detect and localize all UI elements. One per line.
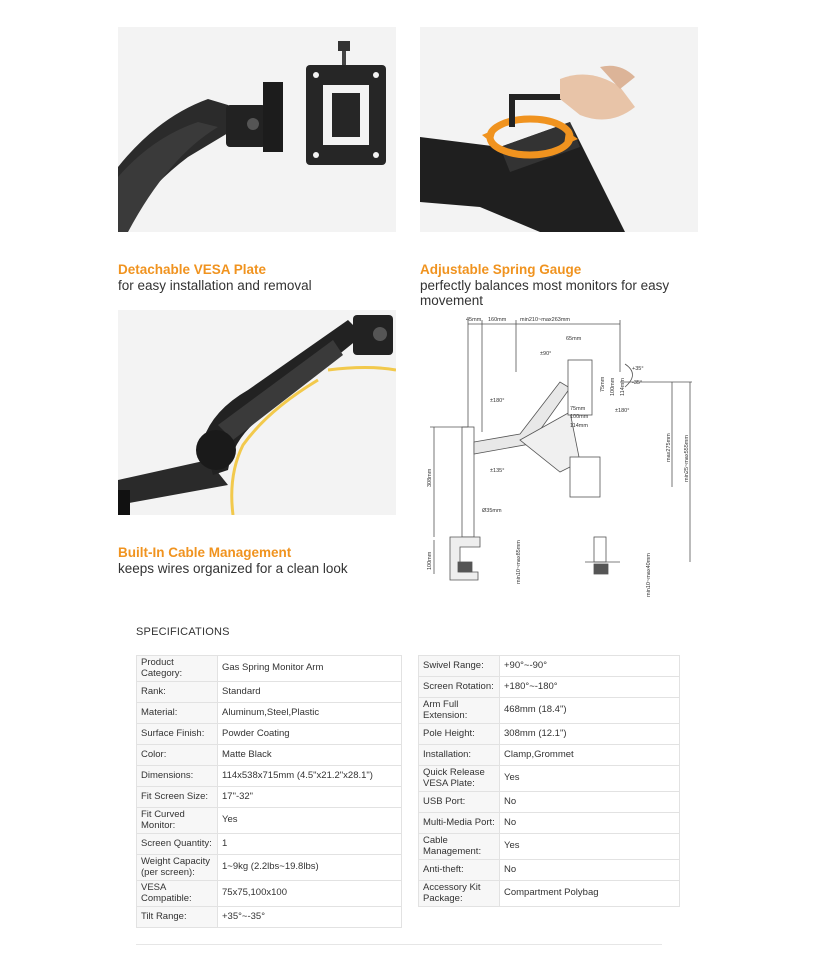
feature-vesa-plate — [118, 262, 408, 293]
feature-title: Detachable VESA Plate — [118, 262, 267, 277]
spec-row — [419, 656, 680, 677]
spec-label: Arm Full Extension: — [419, 698, 500, 724]
spec-table-right — [418, 655, 680, 907]
spec-row — [419, 881, 680, 907]
svg-text:65mm: 65mm — [566, 336, 582, 342]
svg-text:114mm: 114mm — [570, 423, 588, 429]
spec-value: Yes — [500, 766, 680, 792]
spec-label: Quick Release VESA Plate: — [419, 766, 500, 792]
divider — [136, 944, 662, 945]
spring-gauge-photo — [420, 27, 698, 232]
spec-row — [137, 766, 402, 787]
svg-text:Ø35mm: Ø35mm — [482, 508, 502, 514]
spec-label: Accessory Kit Package: — [419, 881, 500, 907]
svg-text:±180°: ±180° — [615, 408, 630, 414]
svg-text:75mm: 75mm — [570, 406, 586, 412]
svg-text:±90°: ±90° — [540, 351, 552, 357]
vesa-plate-photo — [118, 27, 396, 232]
svg-text:100mm: 100mm — [570, 414, 589, 420]
svg-text:100mm: 100mm — [427, 551, 433, 570]
spec-row — [137, 745, 402, 766]
feature-subtitle: perfectly balances most monitors for easy movement — [420, 278, 670, 308]
spec-row — [419, 834, 680, 860]
svg-text:114mm: 114mm — [620, 378, 626, 396]
dimension-diagram — [420, 312, 700, 604]
spec-value: +35°~-35° — [218, 907, 402, 928]
spec-value: Standard — [218, 682, 402, 703]
spec-label: Color: — [137, 745, 218, 766]
spec-value: Matte Black — [218, 745, 402, 766]
feature-spring-gauge — [420, 262, 700, 308]
spec-row — [419, 724, 680, 745]
spec-value: No — [500, 860, 680, 881]
spec-label: Fit Screen Size: — [137, 787, 218, 808]
svg-text:100mm: 100mm — [610, 377, 616, 396]
spec-value: No — [500, 792, 680, 813]
spec-value: +90°~-90° — [500, 656, 680, 677]
spec-row — [419, 860, 680, 881]
spec-row — [137, 724, 402, 745]
svg-text:max275mm: max275mm — [666, 433, 672, 462]
spec-row — [419, 698, 680, 724]
spec-row — [137, 787, 402, 808]
svg-text:160mm: 160mm — [488, 317, 507, 323]
spec-row — [137, 703, 402, 724]
spec-value: Yes — [500, 834, 680, 860]
spec-value: No — [500, 813, 680, 834]
spec-value: +180°~-180° — [500, 677, 680, 698]
feature-title: Built-In Cable Management — [118, 545, 292, 560]
spec-label: Surface Finish: — [137, 724, 218, 745]
spec-row — [419, 813, 680, 834]
spec-label: Cable Management: — [419, 834, 500, 860]
svg-text:±135°: ±135° — [490, 468, 505, 474]
spec-row — [137, 907, 402, 928]
svg-text:-35°: -35° — [632, 380, 643, 386]
spec-label: Material: — [137, 703, 218, 724]
specifications-heading: SPECIFICATIONS — [136, 626, 230, 638]
spec-value: 114x538x715mm (4.5"x21.2"x28.1") — [218, 766, 402, 787]
spec-row — [419, 677, 680, 698]
svg-text:45mm: 45mm — [466, 317, 482, 323]
spec-row — [137, 834, 402, 855]
spec-value: 1~9kg (2.2lbs~19.8lbs) — [218, 855, 402, 881]
spec-label: Product Category: — [137, 656, 218, 682]
feature-cable-management — [118, 545, 408, 576]
spec-label: VESA Compatible: — [137, 881, 218, 907]
spec-value: 308mm (12.1") — [500, 724, 680, 745]
spec-row — [419, 792, 680, 813]
spec-label: Dimensions: — [137, 766, 218, 787]
spec-table-left — [136, 655, 402, 928]
spec-row — [419, 745, 680, 766]
svg-text:75mm: 75mm — [600, 376, 606, 392]
svg-text:min10~max85mm: min10~max85mm — [516, 540, 522, 584]
svg-text:min10~max40mm: min10~max40mm — [646, 553, 652, 597]
spec-row — [137, 682, 402, 703]
cable-management-photo — [118, 310, 396, 515]
spec-value: 17"-32" — [218, 787, 402, 808]
spec-value: Compartment Polybag — [500, 881, 680, 907]
spec-label: Screen Rotation: — [419, 677, 500, 698]
feature-title: Adjustable Spring Gauge — [420, 262, 582, 277]
spec-value: 1 — [218, 834, 402, 855]
feature-subtitle: keeps wires organized for a clean look — [118, 561, 348, 576]
spec-value: 468mm (18.4") — [500, 698, 680, 724]
spec-value: Powder Coating — [218, 724, 402, 745]
svg-text:min25~max555mm: min25~max555mm — [684, 435, 690, 482]
svg-text:+35°: +35° — [632, 366, 644, 372]
spec-label: Multi-Media Port: — [419, 813, 500, 834]
svg-text:±180°: ±180° — [490, 398, 505, 404]
spec-value: 75x75,100x100 — [218, 881, 402, 907]
spec-label: Swivel Range: — [419, 656, 500, 677]
svg-text:308mm: 308mm — [427, 468, 433, 487]
svg-text:min210~max263mm: min210~max263mm — [520, 317, 570, 323]
spec-value: Yes — [218, 808, 402, 834]
spec-label: Pole Height: — [419, 724, 500, 745]
spec-row — [419, 766, 680, 792]
spec-value: Clamp,Grommet — [500, 745, 680, 766]
spec-label: Screen Quantity: — [137, 834, 218, 855]
spec-row — [137, 656, 402, 682]
spec-value: Aluminum,Steel,Plastic — [218, 703, 402, 724]
spec-label: Tilt Range: — [137, 907, 218, 928]
spec-row — [137, 855, 402, 881]
spec-label: Weight Capacity (per screen): — [137, 855, 218, 881]
spec-label: Anti-theft: — [419, 860, 500, 881]
spec-label: Fit Curved Monitor: — [137, 808, 218, 834]
feature-subtitle: for easy installation and removal — [118, 278, 312, 293]
spec-row — [137, 881, 402, 907]
spec-value: Gas Spring Monitor Arm — [218, 656, 402, 682]
spec-label: Rank: — [137, 682, 218, 703]
spec-label: USB Port: — [419, 792, 500, 813]
spec-label: Installation: — [419, 745, 500, 766]
spec-row — [137, 808, 402, 834]
